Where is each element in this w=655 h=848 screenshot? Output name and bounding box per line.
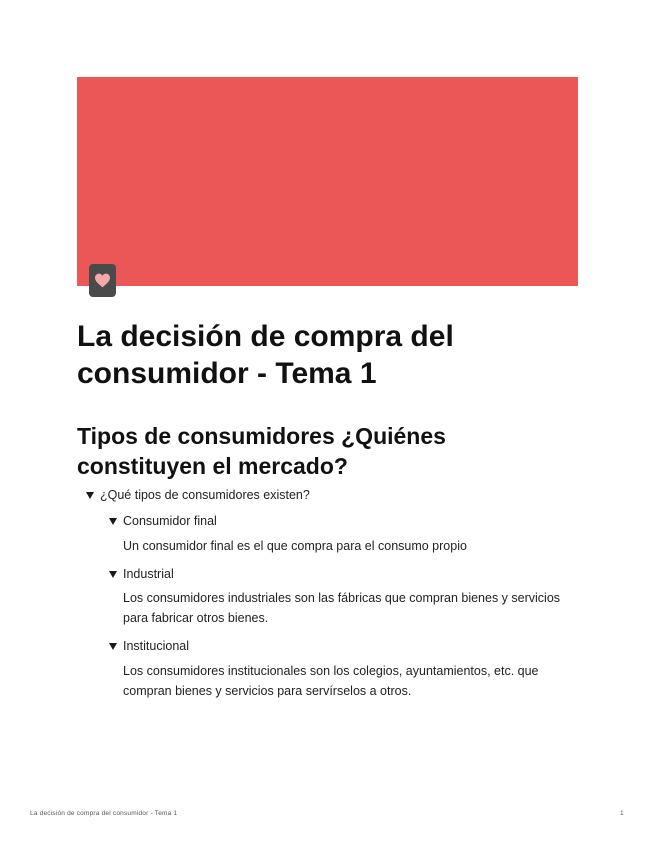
toggle-label: Consumidor final: [123, 514, 217, 528]
toggle-industrial[interactable]: [109, 566, 174, 582]
footer-title: La decisión de compra del consumidor - Tema 1: [30, 810, 178, 817]
triangle-down-icon[interactable]: [109, 571, 117, 578]
toggle-label: Institucional: [123, 639, 190, 653]
cover-image: [77, 77, 578, 286]
footer-page-number: 1: [620, 810, 624, 817]
toggle-content: Un consumidor final es el que compra para el consumo propio: [123, 539, 467, 553]
toggle-content: Los consumidores industriales son las fábricas que compran bienes y servicios para fabricar otros bienes.: [123, 591, 561, 625]
page-title: La decisión de compra del consumidor - Tema 1: [77, 320, 454, 390]
toggle-consumidor-final[interactable]: [109, 513, 217, 529]
page-icon: [89, 264, 116, 297]
toggle-institucional[interactable]: [109, 638, 189, 654]
toggle-label: Industrial: [123, 567, 174, 581]
toggle-label: ¿Qué tipos de consumidores existen?: [100, 488, 310, 502]
triangle-down-icon[interactable]: [109, 518, 117, 525]
triangle-down-icon[interactable]: [86, 492, 94, 499]
heart-icon: [94, 273, 111, 288]
toggle-consumer-types[interactable]: [86, 487, 310, 503]
toggle-content: Los consumidores institucionales son los colegios, ayuntamientos, etc. que compran bienes y servicios para servírselos a otros.: [123, 664, 539, 698]
triangle-down-icon[interactable]: [109, 643, 117, 650]
section-heading: Tipos de consumidores ¿Quiénes constituyen el mercado?: [77, 423, 446, 479]
